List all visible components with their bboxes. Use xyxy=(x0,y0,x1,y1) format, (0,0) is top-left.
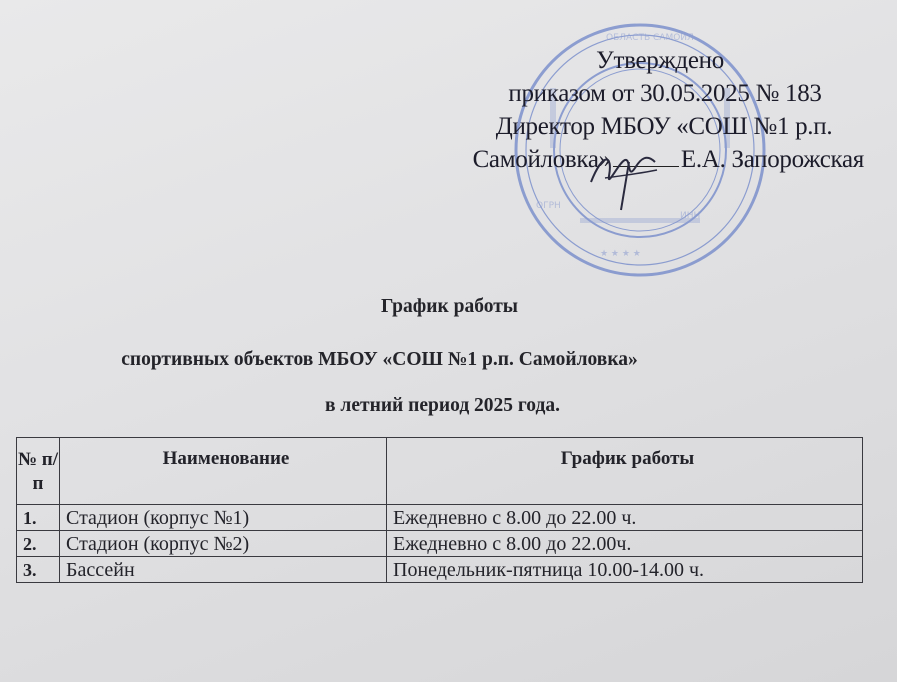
row-schedule: Ежедневно с 8.00 до 22.00 ч. xyxy=(387,505,863,531)
header-schedule: График работы xyxy=(387,438,863,505)
approval-order: приказом от 30.05.2025 № 183 xyxy=(508,80,822,107)
approval-heading: Утверждено xyxy=(596,47,724,74)
row-schedule: Понедельник-пятница 10.00-14.00 ч. xyxy=(387,557,863,583)
approval-director: Директор МБОУ «СОШ №1 р.п. xyxy=(495,113,833,140)
row-name: Стадион (корпус №2) xyxy=(60,531,387,557)
svg-text:ОБЛАСТЬ САМОЙЛ: ОБЛАСТЬ САМОЙЛ xyxy=(606,33,694,43)
svg-text:★ ★ ★ ★: ★ ★ ★ ★ xyxy=(600,249,641,259)
handwritten-signature xyxy=(585,132,665,217)
title-line-1: График работы xyxy=(381,296,518,317)
header-number: № п/п xyxy=(17,438,60,505)
title-line-3: в летний период 2025 года. xyxy=(325,395,560,416)
table-row xyxy=(17,505,863,531)
approval-director-name: Е.А. Запорожская xyxy=(680,146,864,173)
row-number: 3. xyxy=(17,557,60,583)
row-schedule: Ежедневно с 8.00 до 22.00ч. xyxy=(387,531,863,557)
header-name: Наименование xyxy=(60,438,387,505)
row-name: Стадион (корпус №1) xyxy=(60,505,387,531)
row-name: Бассейн xyxy=(60,557,387,583)
table-row xyxy=(17,557,863,583)
table-header-row xyxy=(17,438,863,505)
row-number: 1. xyxy=(17,505,60,531)
approval-school-suffix: Самойловка» xyxy=(472,146,611,173)
row-number: 2. xyxy=(17,531,60,557)
svg-text:ИНН: ИНН xyxy=(680,211,701,221)
table-row xyxy=(17,531,863,557)
schedule-table xyxy=(16,437,863,583)
title-line-2: спортивных объектов МБОУ «СОШ №1 р.п. Самойловка» xyxy=(121,349,638,370)
svg-text:ОГРН: ОГРН xyxy=(536,201,561,211)
